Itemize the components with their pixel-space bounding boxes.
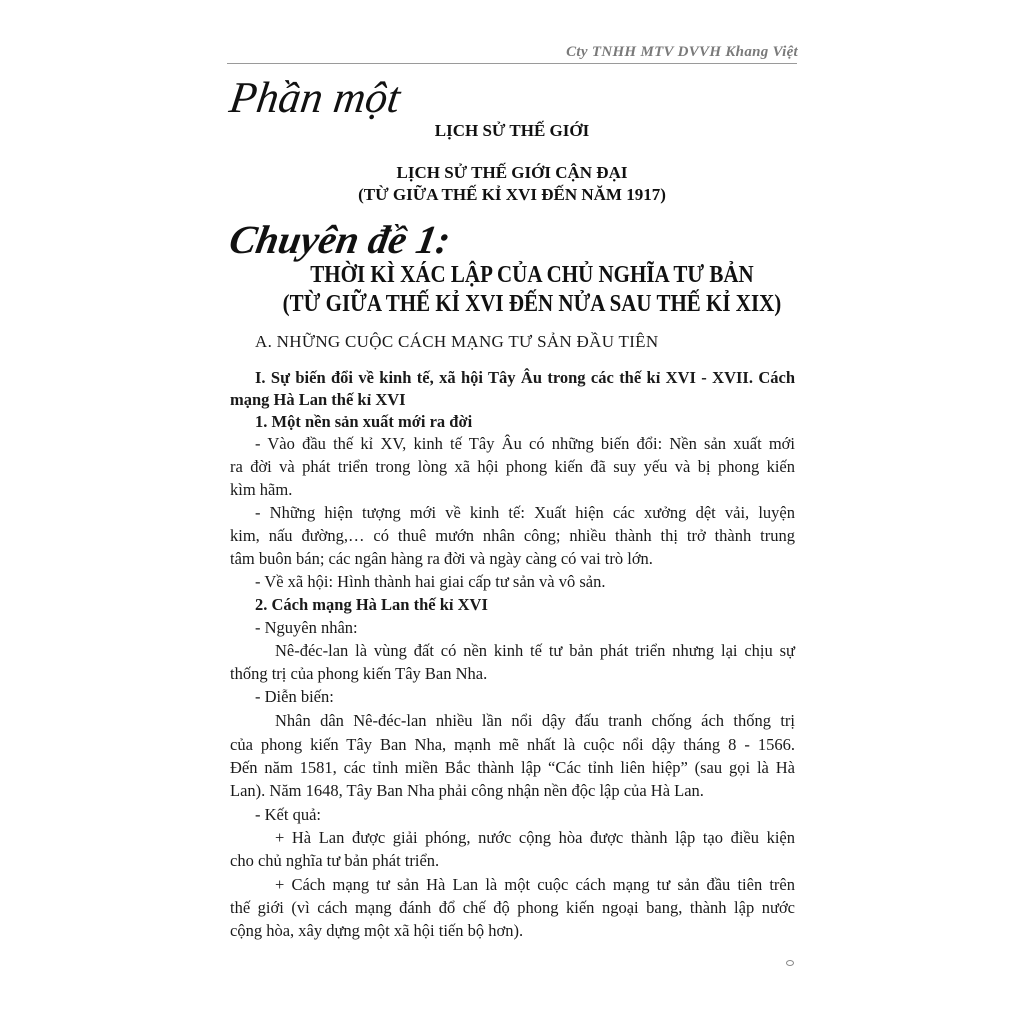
subheading-i-line1: I. Sự biến đổi về kinh tế, xã hội Tây Âu trong các thế kỉ XVI - XVII. Cách <box>255 368 795 387</box>
topic-title-line2: (TỪ GIỮA THẾ KỈ XVI ĐẾN NỬA SAU THẾ KỈ XIX) <box>282 289 782 317</box>
paragraph-line: của phong kiến Tây Ban Nha, mạnh mẽ nhất là cuộc nổi dậy tháng 8 - 1566. <box>230 735 795 754</box>
development-label: - Diễn biến: <box>255 687 334 706</box>
header-rule <box>227 63 797 64</box>
topic-title-line1: THỜI KÌ XÁC LẬP CỦA CHỦ NGHĨA TƯ BẢN <box>310 260 754 288</box>
paragraph-line: - Về xã hội: Hình thành hai giai cấp tư sản và vô sản. <box>255 572 606 591</box>
paragraph-line: Đến năm 1581, các tỉnh miền Bắc thành lập “Các tỉnh liên hiệp” (sau gọi là Hà <box>230 758 795 777</box>
paragraph-line: - Những hiện tượng mới về kinh tế: Xuất hiện các xưởng dệt vải, luyện <box>255 503 795 522</box>
paragraph-line: tâm buôn bán; các ngân hàng ra đời và ngày càng có vai trò lớn. <box>230 549 653 568</box>
paragraph-line: cộng hòa, xây dựng một xã hội tiến bộ hơn). <box>230 921 524 940</box>
cause-label: - Nguyên nhân: <box>255 618 358 637</box>
part-title: Phần một <box>226 73 404 122</box>
heading-modern-history: LỊCH SỬ THẾ GIỚI CẬN ĐẠI <box>396 163 628 182</box>
running-header: Cty TNHH MTV DVVH Khang Việt <box>566 44 798 60</box>
subheading-i-line2: mạng Hà Lan thế kỉ XVI <box>230 390 406 409</box>
paragraph-line: + Hà Lan được giải phóng, nước cộng hòa được thành lập tạo điều kiện <box>275 828 795 847</box>
subheading-2: 2. Cách mạng Hà Lan thế kỉ XVI <box>255 595 488 614</box>
paragraph-line: kim, nấu đường,… có thuê mướn nhân công; nhiều thành thị trở thành trung <box>230 526 795 545</box>
paragraph-line: Nhân dân Nê-đéc-lan nhiều lần nổi dậy đấu tranh chống ách thống trị <box>275 711 795 730</box>
paragraph-line: Lan). Năm 1648, Tây Ban Nha phải công nhận nền độc lập của Hà Lan. <box>230 781 704 800</box>
result-label: - Kết quả: <box>255 805 321 824</box>
heading-world-history: LỊCH SỬ THẾ GIỚI <box>434 121 590 140</box>
section-a-heading: A. NHỮNG CUỘC CÁCH MẠNG TƯ SẢN ĐẦU TIÊN <box>255 332 659 351</box>
page-mark-icon <box>786 960 794 966</box>
paragraph-line: Nê-đéc-lan là vùng đất có nền kinh tế tư bản phát triển nhưng lại chịu sự <box>275 641 795 660</box>
paragraph-line: thế giới (vì cách mạng đánh đổ chế độ phong kiến ngoại bang, thành lập nước <box>230 898 795 917</box>
paragraph-line: kìm hãm. <box>230 480 293 499</box>
paragraph-line: ra đời và phát triển trong lòng xã hội phong kiến đã suy yếu và bị phong kiến <box>230 457 795 476</box>
heading-period: (TỪ GIỮA THẾ KỈ XVI ĐẾN NĂM 1917) <box>358 185 666 204</box>
paragraph-line: - Vào đầu thế kỉ XV, kinh tế Tây Âu có những biến đổi: Nền sản xuất mới <box>255 434 795 453</box>
paragraph-line: + Cách mạng tư sản Hà Lan là một cuộc cách mạng tư sản đầu tiên trên <box>275 875 795 894</box>
subheading-1: 1. Một nền sản xuất mới ra đời <box>255 412 473 431</box>
paragraph-line: cho chủ nghĩa tư bản phát triển. <box>230 851 440 870</box>
topic-label: Chuyên đề 1: <box>226 217 454 262</box>
paragraph-line: thống trị của phong kiến Tây Ban Nha. <box>230 664 488 683</box>
